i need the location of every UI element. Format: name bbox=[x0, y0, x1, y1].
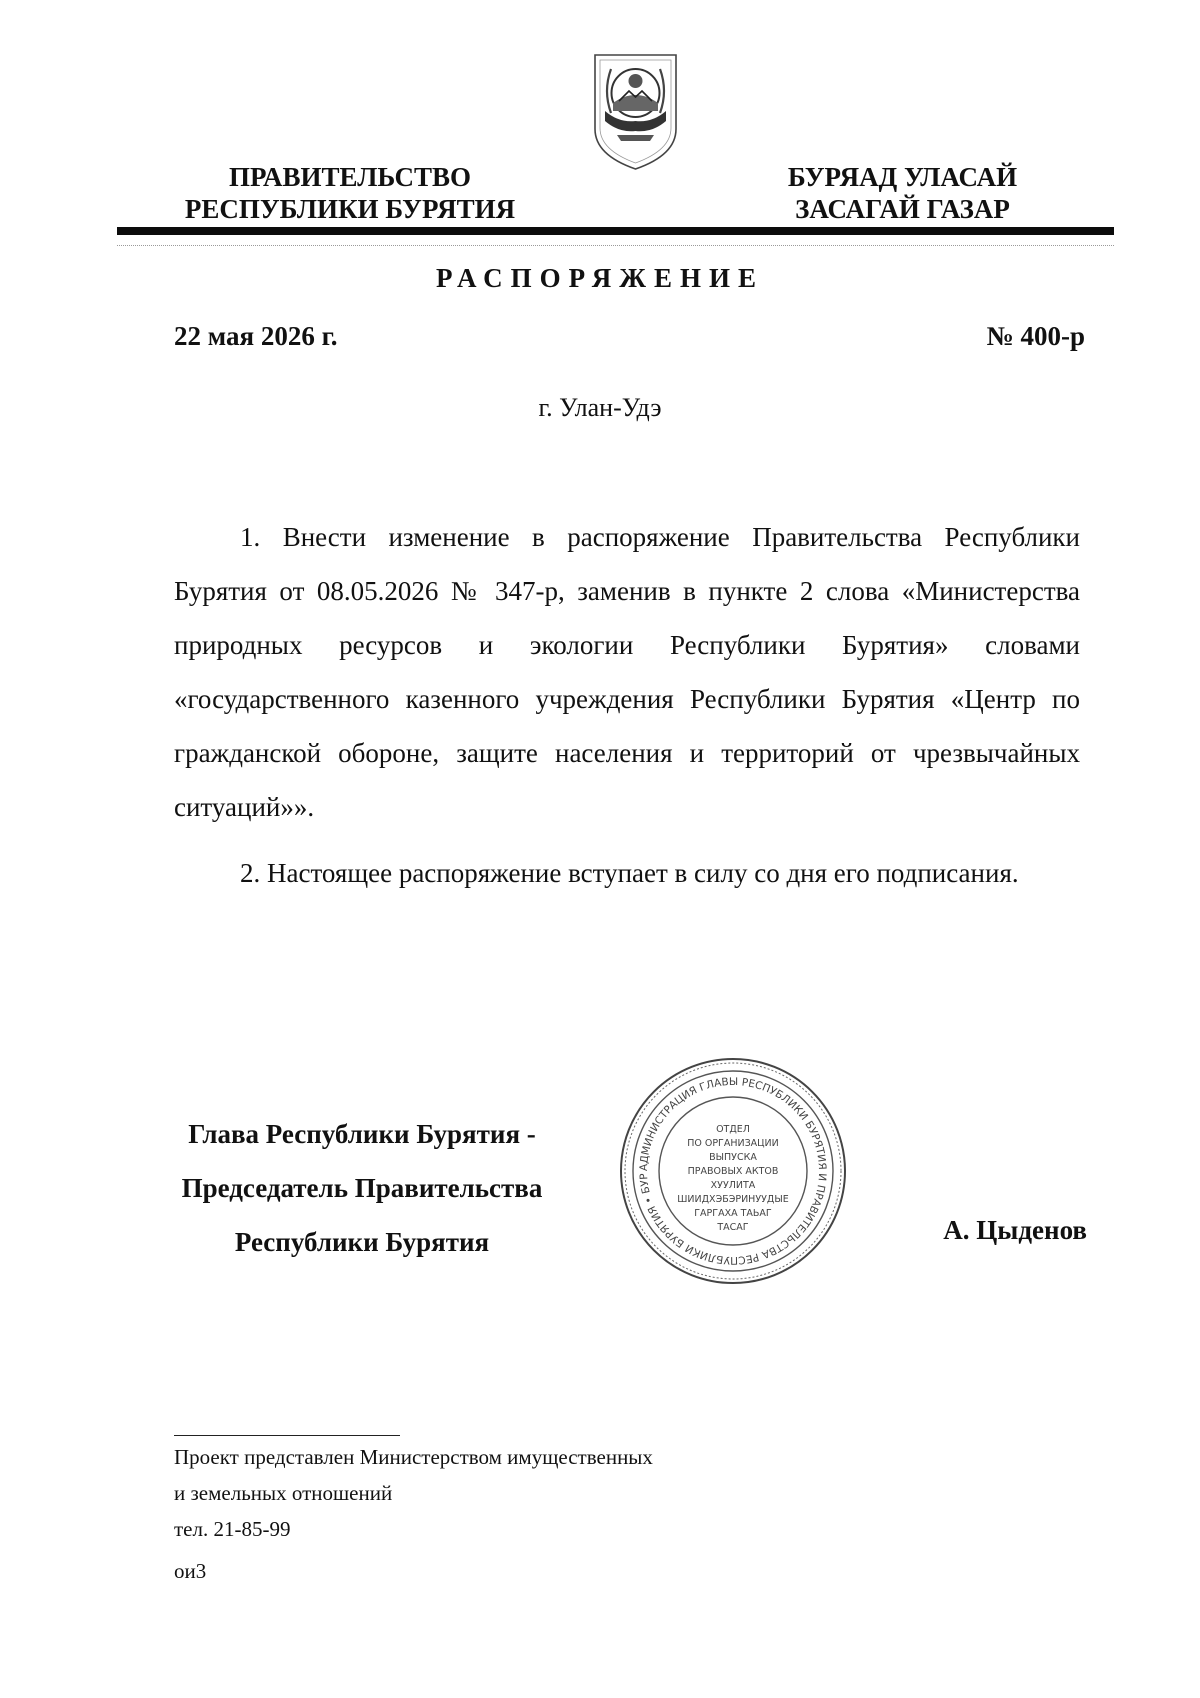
document-code: ои3 bbox=[174, 1559, 207, 1583]
paragraph-2: 2. Настоящее распоряжение вступает в силу со дня его подписания. bbox=[240, 858, 1019, 888]
official-stamp bbox=[617, 1055, 849, 1287]
footnote bbox=[174, 1439, 653, 1547]
signatory-title-line: Глава Республики Бурятия - bbox=[188, 1119, 536, 1149]
coat-of-arms-icon bbox=[589, 51, 682, 173]
stamp-center-line: ТАСАГ bbox=[717, 1222, 749, 1233]
footnote-line: тел. 21-85-99 bbox=[174, 1517, 291, 1541]
header-right-org bbox=[775, 161, 1030, 225]
document-title: РАСПОРЯЖЕНИЕ bbox=[435, 263, 765, 293]
document-number: № 400-р bbox=[986, 321, 1085, 351]
stamp-center-line: ШИИДХЭБЭРИНУУДЫЕ bbox=[677, 1194, 789, 1205]
footnote-line: Проект представлен Министерством имущественных bbox=[174, 1445, 653, 1469]
header-right-line2: ЗАСАГАЙ ГАЗАР bbox=[795, 194, 1010, 224]
header-left-line2: РЕСПУБЛИКИ БУРЯТИЯ bbox=[184, 194, 516, 224]
header-divider-thin bbox=[117, 245, 1114, 246]
paragraph-1: 1. Внести изменение в распоряжение Правительства Республики Бурятия от 08.05.2026 № 347-р, заменив в пункте 2 слова «Министерства природных ресурсов и экологии Республики Бурятия» словами «государственного казенного учреждения Республики Бурятия «Центр по гражданской обороне, защите населения и территорий от чрезвычайных ситуаций»». bbox=[174, 522, 1080, 822]
stamp-center-line: ВЫПУСКА bbox=[709, 1152, 757, 1163]
stamp-center-line: ГАРГАХА ТАЬАГ bbox=[694, 1208, 772, 1219]
footnote-line: и земельных отношений bbox=[174, 1481, 393, 1505]
stamp-center-line: ХУУЛИТА bbox=[710, 1180, 756, 1191]
stamp-center-line: ОТДЕЛ bbox=[716, 1124, 750, 1135]
signatory-title-line: Председатель Правительства bbox=[181, 1173, 543, 1203]
header-left-org bbox=[170, 161, 530, 225]
document-date: 22 мая 2026 г. bbox=[174, 321, 338, 351]
signatory-name: А. Цыденов bbox=[943, 1215, 1087, 1245]
stamp-ring-text: АДМИНИСТРАЦИЯ ГЛАВЫ РЕСПУБЛИКИ БУРЯТИЯ И ПРАВИТЕЛЬСТВА РЕСПУБЛИКИ БУРЯТИЯ • БУР bbox=[637, 1075, 829, 1267]
signatory-title-line: Республики Бурятия bbox=[234, 1227, 490, 1257]
header-left-line1: ПРАВИТЕЛЬСТВО bbox=[228, 162, 472, 192]
stamp-center-line: ПРАВОВЫХ АКТОВ bbox=[687, 1166, 779, 1177]
stamp-center-line: ПО ОРГАНИЗАЦИИ bbox=[687, 1138, 779, 1149]
header-divider-thick bbox=[117, 227, 1114, 235]
document-city: г. Улан-Удэ bbox=[538, 393, 662, 422]
footnote-rule bbox=[174, 1435, 400, 1436]
header-right-line1: БУРЯАД УЛАСАЙ bbox=[787, 162, 1018, 192]
signatory-title bbox=[160, 1107, 564, 1269]
